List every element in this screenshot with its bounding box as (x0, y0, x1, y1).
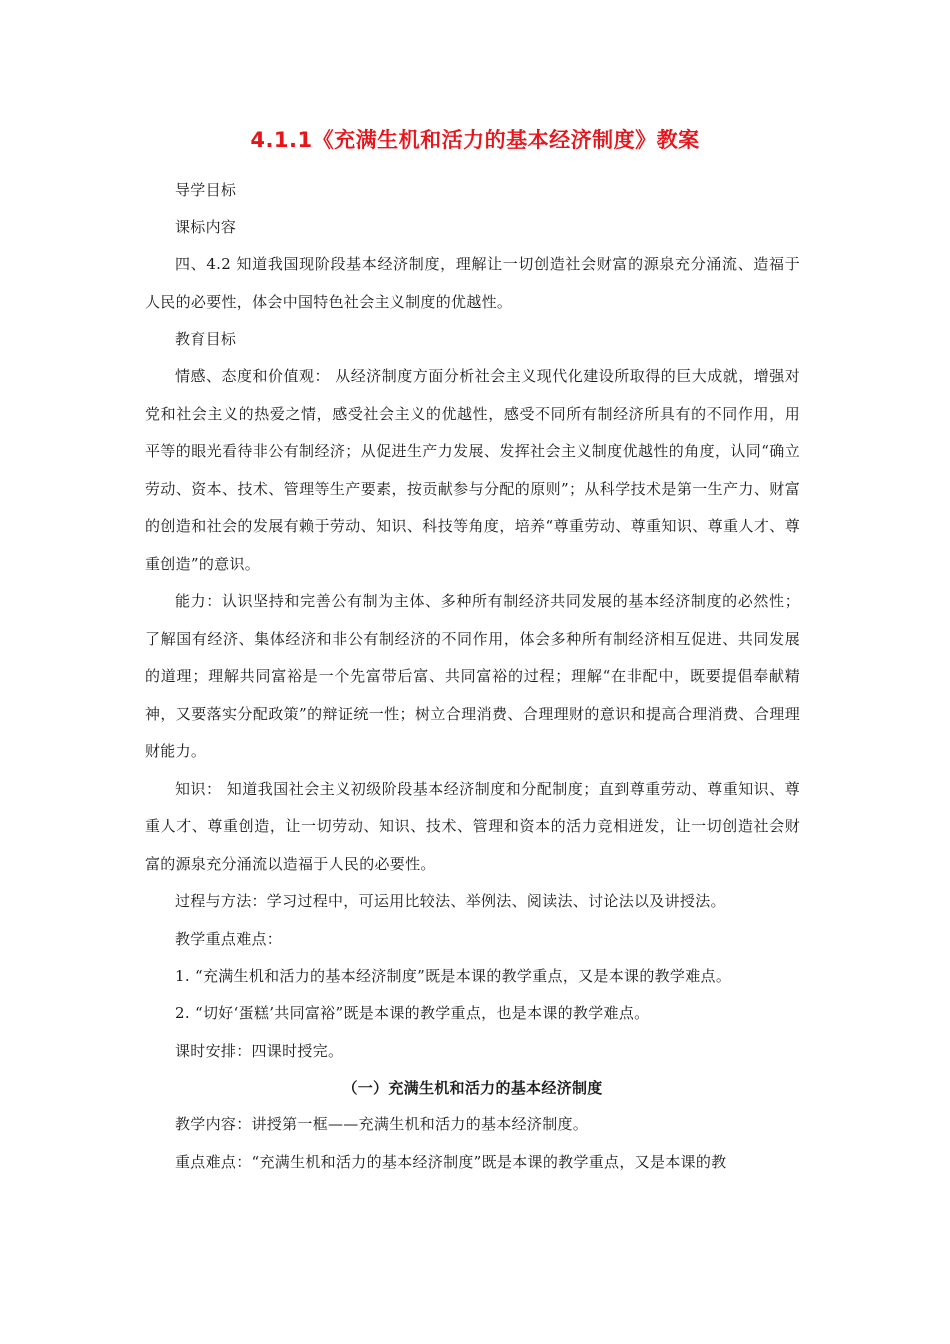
paragraph-teaching-content: 教学内容：讲授第一框——充满生机和活力的基本经济制度。 (175, 1115, 589, 1133)
heading-key-difficult-points: 教学重点难点： (175, 929, 283, 948)
document-body (145, 172, 800, 1181)
heading-curriculum-content: 课标内容 (175, 218, 237, 236)
paragraph-class-schedule: 课时安排：四课时授完。 (175, 1041, 344, 1060)
heading-guide-goals: 导学目标 (175, 181, 237, 199)
list-item-2: 2. “切好‘蛋糕’共同富裕”既是本课的教学重点，也是本课的教学难点。 (175, 1004, 650, 1022)
document-title: 4.1.1《充满生机和活力的基本经济制度》教案 (250, 128, 700, 152)
paragraph-knowledge: 知识： 知道我国社会主义初级阶段基本经济制度和分配制度；直到尊重劳动、尊重知识、尊重人才、尊重创造，让一切劳动、知识、技术、管理和资本的活力竞相迸发，让一切创造社会财富的源泉充分涌流以造福于人民的必要性。 (145, 779, 800, 873)
paragraph-key-difficulty: 重点难点：“充满生机和活力的基本经济制度”既是本课的教学重点，又是本课的教 (175, 1152, 727, 1171)
list-item-1: 1. “充满生机和活力的基本经济制度”既是本课的教学重点，又是本课的教学难点。 (175, 966, 732, 985)
paragraph-curriculum-standard: 四、4.2 知道我国现阶段基本经济制度，理解让一切创造社会财富的源泉充分涌流、造福于人民的必要性，体会中国特色社会主义制度的优越性。 (145, 255, 800, 311)
paragraph-emotion-attitude-values: 情感、态度和价值观： 从经济制度方面分析社会主义现代化建设所取得的巨大成就，增强对党和社会主义的热爱之情，感受社会主义的优越性，感受不同所有制经济所具有的不同作用，用平等的眼光看待非公有制经济；从促进生产力发展、发挥社会主义制度优越性的角度，认同“确立劳动、资本、技术、管理等生产要素，按贡献参与分配的原则”；从科学技术是第一生产力、财富的创造和社会的发展有赖于劳动、知识、科技等角度，培养“尊重劳动、尊重知识、尊重人才、尊重创造”的意识。 (145, 367, 800, 573)
section-heading: （一）充满生机和活力的基本经济制度 (342, 1079, 603, 1097)
heading-education-goals: 教育目标 (175, 330, 237, 348)
paragraph-ability: 能力：认识坚持和完善公有制为主体、多种所有制经济共同发展的基本经济制度的必然性；了解国有经济、集体经济和非公有制经济的不同作用，体会多种所有制经济相互促进、共同发展的道理；理解共同富裕是一个先富带后富、共同富裕的过程；理解“在非配中，既要提倡奉献精神，又要落实分配政策”的辩证统一性；树立合理消费、合理理财的意识和提高合理消费、合理理财能力。 (145, 592, 800, 760)
paragraph-process-method: 过程与方法：学习过程中，可运用比较法、举例法、阅读法、讨论法以及讲授法。 (175, 892, 726, 910)
